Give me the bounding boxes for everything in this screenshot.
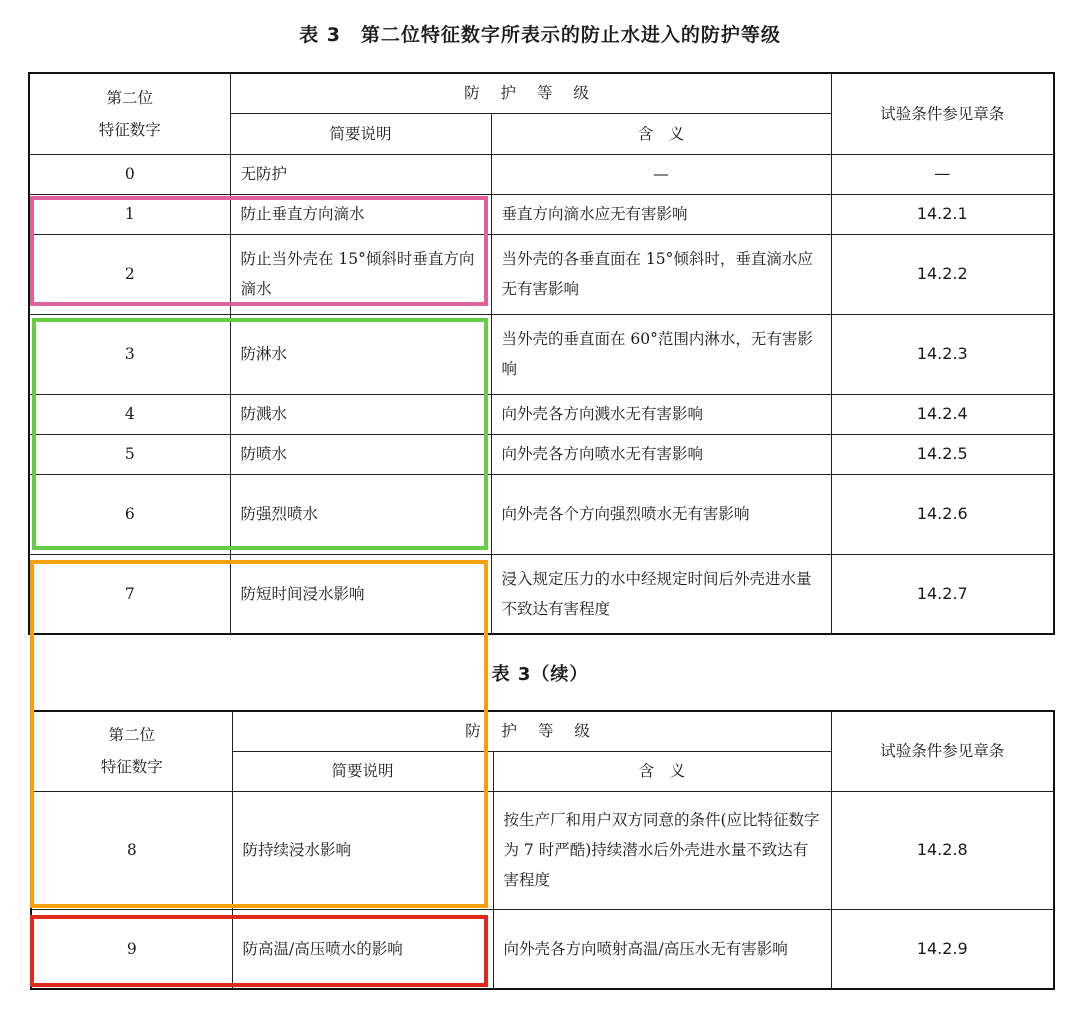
test-cell: 14.2.5: [831, 434, 1054, 474]
test-cell: 14.2.6: [831, 474, 1054, 554]
meaning-cell: 浸入规定压力的水中经规定时间后外壳进水量不致达有害程度: [491, 554, 831, 634]
meaning-cell: 当外壳的垂直面在 60°范围内淋水，无有害影响: [491, 314, 831, 394]
brief-cell: 防溅水: [230, 394, 491, 434]
meaning-cell: —: [491, 154, 831, 194]
test-cell: 14.2.1: [831, 194, 1054, 234]
table-row: [31, 791, 1054, 909]
table-row: [29, 234, 1054, 314]
meaning-cell: 垂直方向滴水应无有害影响: [491, 194, 831, 234]
table-row: [29, 554, 1054, 634]
brief-cell: 防喷水: [230, 434, 491, 474]
header-brief: 简要说明: [230, 113, 491, 154]
digit-cell: 8: [31, 791, 232, 909]
digit-cell: 2: [29, 234, 230, 314]
header-meaning: 含 义: [493, 751, 831, 791]
digit-cell: 0: [29, 154, 230, 194]
meaning-cell: 当外壳的各垂直面在 15°倾斜时，垂直滴水应无有害影响: [491, 234, 831, 314]
meaning-cell: 向外壳各方向喷射高温/高压水无有害影响: [493, 909, 831, 989]
table-row: [29, 194, 1054, 234]
brief-cell: 防短时间浸水影响: [230, 554, 491, 634]
digit-cell: 3: [29, 314, 230, 394]
brief-cell: 防强烈喷水: [230, 474, 491, 554]
table-row: [31, 909, 1054, 989]
digit-cell: 4: [29, 394, 230, 434]
table-row: [29, 314, 1054, 394]
digit-cell: 7: [29, 554, 230, 634]
meaning-cell: 向外壳各方向溅水无有害影响: [491, 394, 831, 434]
header-digit: 第二位 特征数字: [31, 711, 232, 791]
table-3-continued: [30, 710, 1055, 990]
test-cell: —: [831, 154, 1054, 194]
table-row: [29, 474, 1054, 554]
table-3: [28, 72, 1055, 635]
meaning-cell: 向外壳各方向喷水无有害影响: [491, 434, 831, 474]
test-cell: 14.2.2: [831, 234, 1054, 314]
meaning-cell: 按生产厂和用户双方同意的条件(应比特征数字为 7 时严酷)持续潜水后外壳进水量不致达有害程度: [493, 791, 831, 909]
test-cell: 14.2.7: [831, 554, 1054, 634]
header-brief: 简要说明: [232, 751, 493, 791]
header-test-conditions: 试验条件参见章条: [831, 711, 1054, 791]
brief-cell: 防止垂直方向滴水: [230, 194, 491, 234]
header-protection-level: 防 护 等 级: [232, 711, 831, 751]
test-cell: 14.2.4: [831, 394, 1054, 434]
table-row: [29, 434, 1054, 474]
digit-cell: 6: [29, 474, 230, 554]
header-test-conditions: 试验条件参见章条: [831, 73, 1054, 154]
table-row: [29, 394, 1054, 434]
table-3-continued-title: 表 3（续）: [491, 664, 589, 685]
test-cell: 14.2.9: [831, 909, 1054, 989]
test-cell: 14.2.3: [831, 314, 1054, 394]
digit-cell: 5: [29, 434, 230, 474]
brief-cell: 无防护: [230, 154, 491, 194]
test-cell: 14.2.8: [831, 791, 1054, 909]
header-protection-level: 防 护 等 级: [230, 73, 831, 113]
table-3-title: 表 3 第二位特征数字所表示的防止水进入的防护等级: [299, 24, 781, 46]
brief-cell: 防持续浸水影响: [232, 791, 493, 909]
digit-cell: 9: [31, 909, 232, 989]
meaning-cell: 向外壳各个方向强烈喷水无有害影响: [491, 474, 831, 554]
table-row: [29, 154, 1054, 194]
brief-cell: 防淋水: [230, 314, 491, 394]
digit-cell: 1: [29, 194, 230, 234]
header-meaning: 含 义: [491, 113, 831, 154]
brief-cell: 防高温/高压喷水的影响: [232, 909, 493, 989]
header-digit: 第二位 特征数字: [29, 73, 230, 154]
brief-cell: 防止当外壳在 15°倾斜时垂直方向滴水: [230, 234, 491, 314]
